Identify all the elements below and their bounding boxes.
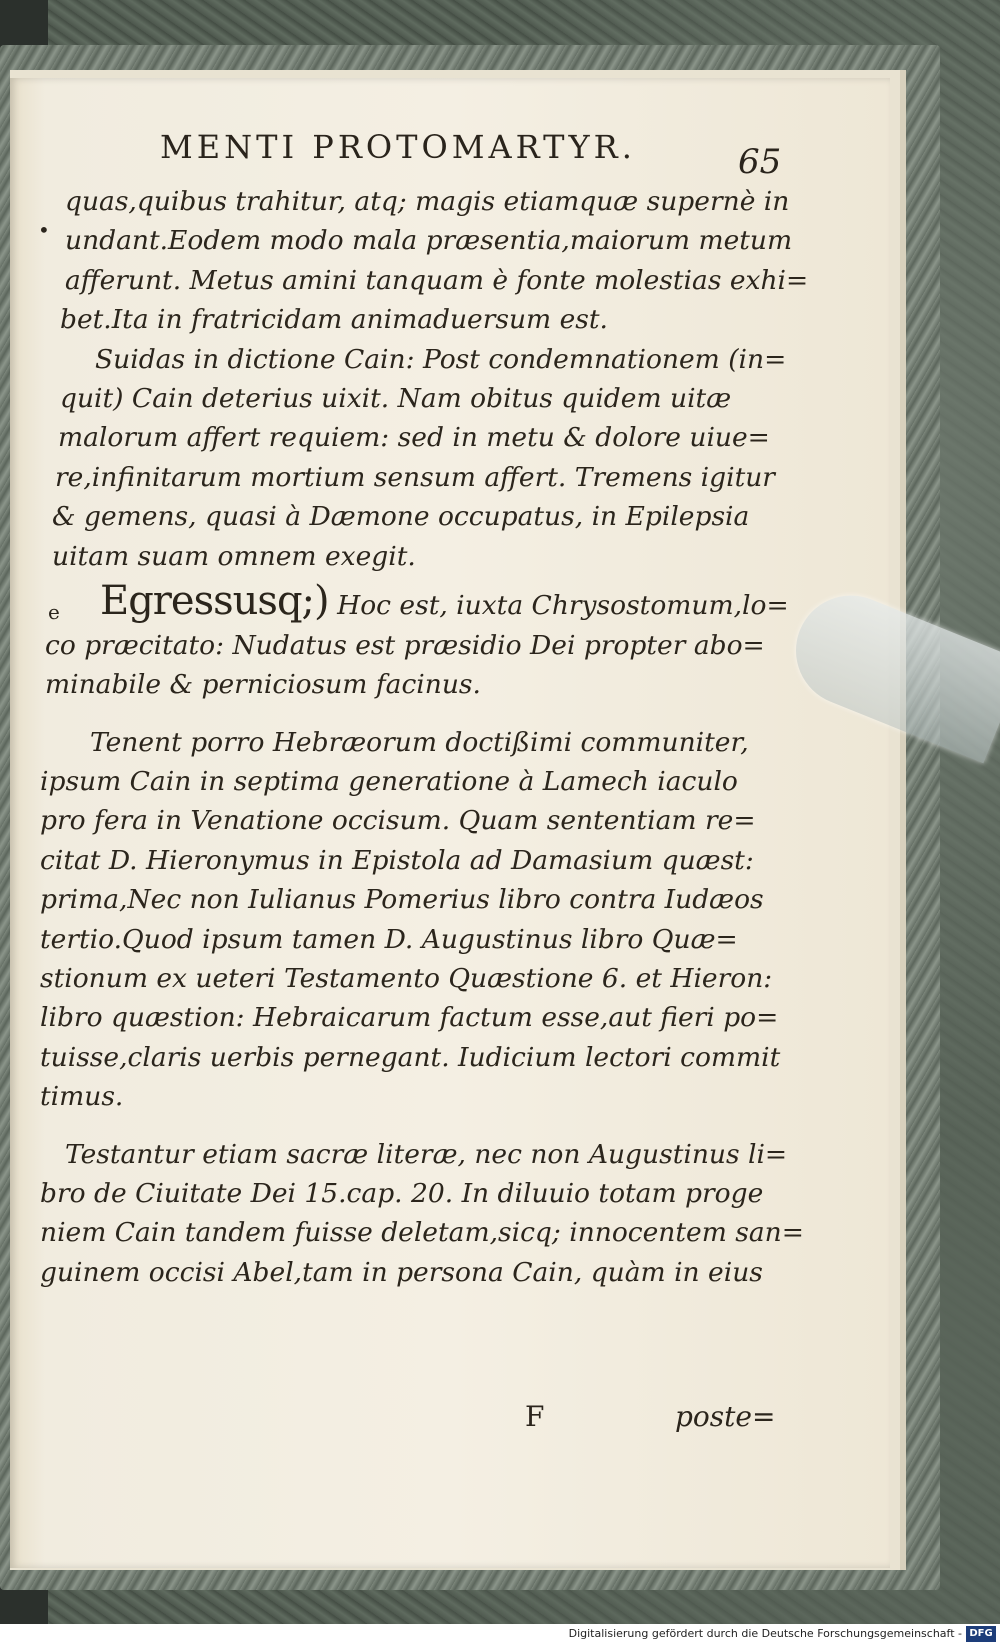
text-line: Testantur etiam sacræ literæ, nec non Augustinus li=	[65, 1138, 788, 1170]
catchword: poste=	[675, 1400, 776, 1433]
text-line: tertio.Quod ipsum tamen D. Augustinus libro Quæ=	[40, 923, 738, 955]
text-line: co præcitato: Nudatus est præsidio Dei propter abo=	[45, 629, 765, 661]
text-line: undant.Eodem modo mala præsentia,maiorum metum	[65, 225, 793, 257]
margin-mark-bullet: •	[38, 218, 50, 242]
text-line: quit) Cain deterius uixit. Nam obitus quidem uitæ	[60, 382, 732, 414]
text-line: afferunt. Metus amini tanquam è fonte molestias exhi=	[65, 264, 809, 296]
text-line: bro de Ciuitate Dei 15.cap. 20. In diluuio totam proge	[40, 1177, 764, 1209]
signature-mark: F	[525, 1400, 545, 1433]
text-line: pro fera in Venatione occisum. Quam sententiam re=	[40, 805, 756, 837]
text-line: citat D. Hieronymus in Epistola ad Damasium quæst:	[40, 844, 754, 876]
text-line: timus.	[40, 1081, 124, 1113]
margin-mark-e: e	[48, 600, 60, 624]
drop-line-text: Hoc est, iuxta Chrysostomum,lo=	[337, 589, 789, 621]
text-line: tuisse,claris uerbis pernegant. Iudicium lectori commit	[40, 1041, 781, 1073]
running-head: MENTI PROTOMARTYR.	[160, 128, 636, 166]
text-line: prima,Nec non Iulianus Pomerius libro contra Iudæos	[40, 884, 764, 916]
dfg-credit-text: Digitalisierung gefördert durch die Deutsche Forschungsgemeinschaft -	[568, 1627, 962, 1640]
dfg-logo: DFG	[966, 1626, 996, 1642]
text-line: minabile & perniciosum facinus.	[45, 669, 481, 701]
text-line: niem Cain tandem fuisse deletam,sicq; innocentem san=	[40, 1217, 804, 1249]
body-text	[40, 182, 809, 1292]
text-line: Tenent porro Hebræorum doctißimi communiter,	[90, 726, 749, 758]
text-line: ipsum Cain in septima generatione à Lamech iaculo	[40, 766, 738, 798]
paragraph-gap	[40, 705, 770, 723]
paragraph-gap	[40, 1117, 770, 1135]
text-line	[40, 576, 789, 626]
page-number: 65	[738, 142, 782, 182]
text-line: re,infinitarum mortium sensum affert. Tremens igitur	[55, 461, 775, 493]
text-line: libro quæstion: Hebraicarum factum esse,aut fieri po=	[40, 1002, 779, 1034]
text-line: malorum affert requiem: sed in metu & dolore uiue=	[58, 422, 770, 454]
text-line: stionum ex ueteri Testamento Quæstione 6. et Hieron:	[40, 963, 773, 995]
dfg-credit-bar	[0, 1624, 1000, 1645]
text-line: bet.Ita in fratricidam animaduersum est.	[60, 304, 608, 336]
text-line: Suidas in dictione Cain: Post condemnationem (in=	[95, 343, 787, 375]
text-line: guinem occisi Abel,tam in persona Cain, quàm in eius	[40, 1256, 763, 1288]
text-line: & gemens, quasi à Dæmone occupatus, in Epilepsia	[52, 501, 750, 533]
drop-word: Egressusq;)	[100, 577, 329, 624]
page-footer	[40, 1400, 776, 1440]
text-line: uitam suam omnem exegit.	[52, 540, 416, 572]
text-line: quas,quibus trahitur, atq; magis etiamquæ supernè in	[65, 186, 790, 217]
